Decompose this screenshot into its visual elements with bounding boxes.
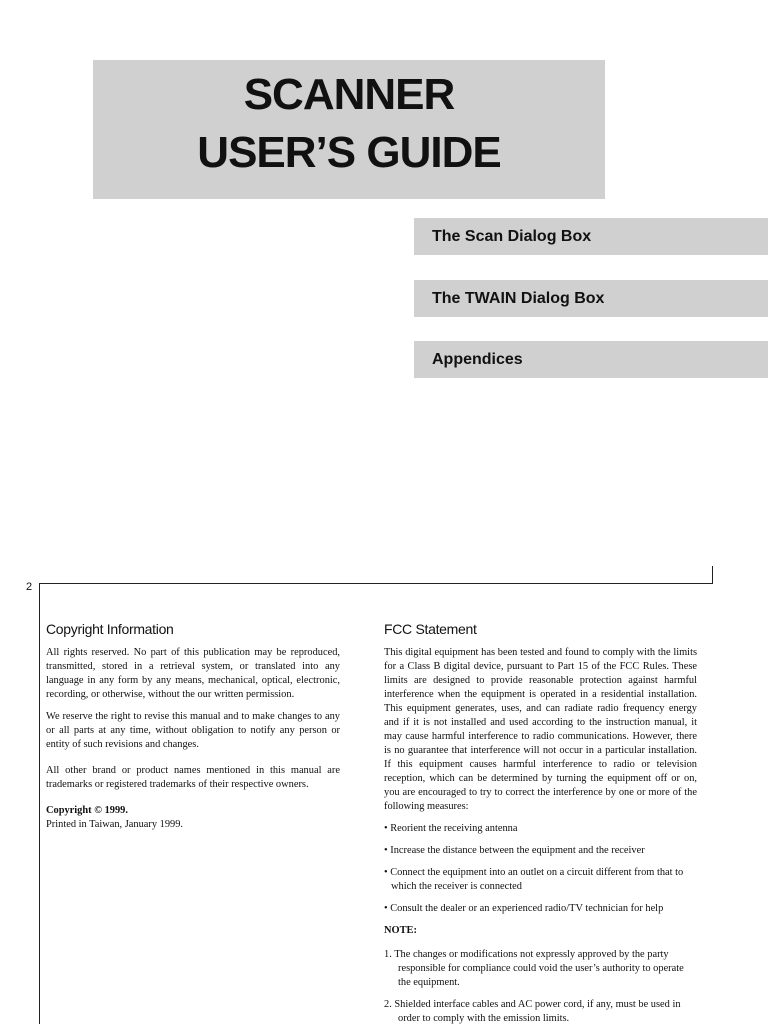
- fcc-bullet-item: • Consult the dealer or an experienced radio/TV technician for help: [384, 903, 664, 914]
- cover-title-line-2: USER’S GUIDE: [197, 128, 501, 177]
- section-tab-scan-dialog[interactable]: The Scan Dialog Box: [414, 218, 768, 255]
- cover-title-box: [93, 60, 605, 199]
- fcc-bullet-item: • Reorient the receiving antenna: [384, 823, 518, 834]
- section-tab-twain-dialog[interactable]: The TWAIN Dialog Box: [414, 280, 768, 317]
- cover-title-line-1: SCANNER: [243, 70, 455, 119]
- copyright-column: [46, 622, 340, 832]
- page-frame-top-rule: [39, 583, 713, 584]
- fcc-note-item: 1. The changes or modifications not expressly approved by the party responsible for compliance could void the user’s authority to operate the equipment.: [384, 949, 684, 988]
- fcc-intro: This digital equipment has been tested and found to comply with the limits for a Class B digital device, pursuant to Part 15 of the FCC Rules. These limits are designed to provide reasonable protection against harmful interference when the equipment is operated in a residential installation. This equipment generates, uses, and can radiate radio frequency energy and if it is not installed and used according to the instruction manual, it may cause harmful interference to radio communications. However, there is no guarantee that interference will not occur in a particular installation. If this equipment causes harmful interference to radio or television reception, which can be determined by turning the equipment off or on, you are encouraged to try to correct the interference by one or more of the following measures:: [384, 647, 697, 812]
- copyright-paragraph-2: We reserve the right to revise this manual and to make changes to any or all parts at any time, without obligation to notify any person or entity of such revisions and changes.: [46, 711, 340, 750]
- section-tab-appendices[interactable]: Appendices: [414, 341, 768, 378]
- page-frame-left-rule: [39, 583, 40, 1024]
- printed-line: Printed in Taiwan, January 1999.: [46, 819, 184, 830]
- copyright-paragraph-3: All other brand or product names mentioned in this manual are trademarks or registered trademarks of their respective owners.: [46, 765, 340, 790]
- fcc-note-label: NOTE:: [384, 925, 417, 936]
- page-frame-corner-tick: [712, 566, 713, 584]
- copyright-heading: Copyright Information: [46, 621, 174, 637]
- fcc-bullet-item: • Connect the equipment into an outlet on a circuit different from that to which the receiver is connected: [384, 867, 684, 892]
- fcc-bullet-item: • Increase the distance between the equipment and the receiver: [384, 845, 645, 856]
- page-number: 2: [26, 581, 33, 593]
- copyright-year: Copyright © 1999.: [46, 805, 128, 816]
- fcc-note-item: 2. Shielded interface cables and AC power cord, if any, must be used in order to comply with the emission limits.: [384, 999, 681, 1024]
- copyright-paragraph-1: All rights reserved. No part of this publication may be reproduced, transmitted, stored in a retrieval system, or translated into any language in any form by any means, mechanical, optical, electronic, recording, or otherwise, without the our written permission.: [46, 647, 340, 700]
- fcc-column: [384, 622, 697, 1034]
- fcc-heading: FCC Statement: [384, 621, 477, 637]
